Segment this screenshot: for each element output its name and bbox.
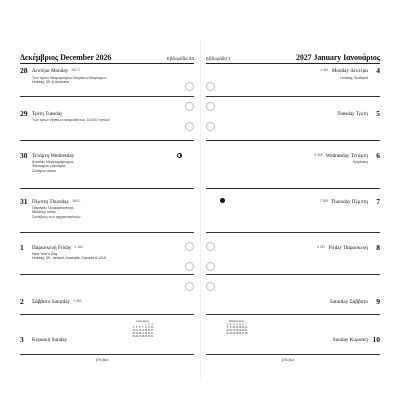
day-name: Sunday Κυριακή — [332, 336, 368, 343]
day-entry-4[interactable] — [206, 66, 380, 97]
day-number: 8 — [376, 243, 380, 252]
mini-calendar-date: 27 — [138, 335, 142, 338]
mini-calendar-date: 26 — [238, 332, 242, 335]
binder-hole — [185, 102, 194, 111]
binder-hole — [185, 262, 194, 271]
day-name: Παρασκευή Friday 1 364 — [32, 244, 83, 251]
mini-calendar-date: 7 — [142, 326, 144, 329]
day-name: 8 357 Friday Παρασκευή — [317, 244, 368, 251]
day-notes: Holiday, Scotland — [340, 76, 368, 80]
binder-hole — [206, 122, 215, 131]
mini-calendar-date: 8 — [226, 326, 229, 329]
day-number: 28 — [20, 66, 28, 75]
mini-calendar-date: 2 — [148, 323, 150, 326]
binder-hole — [206, 102, 215, 111]
mini-calendar-date: 4 — [132, 326, 135, 329]
day-of-year: 6 359 — [314, 152, 323, 157]
mini-calendar-date: 23 — [147, 332, 151, 335]
day-number: 9 — [376, 297, 380, 306]
brand-logo: filofax — [96, 357, 109, 362]
mini-calendar-date: 6 — [139, 326, 141, 329]
mini-calendar-date: 1 — [226, 323, 229, 326]
mini-calendar-date: 10 — [232, 326, 236, 329]
mini-calendar-date: 1 — [145, 323, 147, 326]
day-name: Τετάρτη Wednesday — [32, 152, 75, 159]
mini-calendar-date: 20 — [138, 332, 142, 335]
day-number: 7 — [376, 197, 380, 206]
mini-calendar-date: 17 — [232, 329, 236, 332]
left-month-title: Δεκέμβριος December 2026 — [20, 53, 112, 62]
day-number: 3 — [20, 335, 24, 344]
day-notes: Epiphany — [353, 160, 368, 164]
left-week-label: Εβδομάδα 53 — [166, 56, 194, 61]
mini-calendar-week — [132, 336, 154, 339]
right-diary-page — [206, 52, 380, 370]
mini-calendar-date: 21 — [141, 332, 145, 335]
day-name: Τρίτη Tuesday — [32, 110, 63, 117]
mini-calendar-date: 21 — [244, 329, 248, 332]
mini-calendar-date: 26 — [135, 335, 138, 338]
mini-calendar-date: 4 — [236, 323, 238, 326]
mini-calendar-week — [226, 333, 248, 336]
day-number: 31 — [20, 197, 28, 206]
mini-calendar-date: 28 — [141, 335, 145, 338]
day-name: Δευτέρα Monday 362 3 — [32, 67, 80, 74]
day-number: 5 — [376, 109, 380, 118]
binder-hole — [206, 262, 215, 271]
mini-calendar-date: 3 — [151, 323, 153, 326]
day-entry-5[interactable] — [206, 97, 380, 141]
day-of-year: 2 363 — [73, 298, 82, 303]
binder-hole — [185, 82, 194, 91]
mini-calendar-date: 25 — [235, 332, 239, 335]
day-number: 4 — [376, 66, 380, 75]
day-entry-3[interactable] — [20, 315, 194, 355]
day-notes: Ανυσίας Μεγαλομάρτυρος Φιλεταίρου μάρτυρος Ζωσίμου οσίου — [32, 160, 74, 173]
mini-calendar-date: 22 — [226, 332, 229, 335]
day-entry-31[interactable] — [20, 189, 194, 233]
mini-calendar-date: 28 — [244, 332, 248, 335]
mini-calendar-date: 22 — [144, 332, 148, 335]
day-name: Saturday Σάββατο — [329, 298, 368, 305]
mini-calendar-date: 25 — [132, 335, 135, 338]
mini-calendar-date: 5 — [136, 326, 138, 329]
mini-calendar-date: 24 — [232, 332, 236, 335]
mini-calendar-date: 20 — [241, 329, 245, 332]
day-entry-6[interactable] — [206, 141, 380, 189]
mini-calendar-date: 12 — [135, 329, 138, 332]
day-of-year: 365 0 — [72, 198, 81, 203]
mini-calendar-title: Φεβρουάριος — [229, 320, 245, 323]
day-notes: Των αγίων Νεομαρτύρων Ακεραιών Μαρτύρων Holiday, UK & Australia — [32, 76, 107, 85]
right-month-header — [206, 52, 380, 64]
mini-calendar-date: 23 — [229, 332, 232, 335]
mini-calendar-date: 8 — [145, 326, 147, 329]
day-entry-9[interactable] — [206, 275, 380, 315]
mini-calendar-date: 19 — [135, 332, 138, 335]
day-entry-30[interactable] — [20, 141, 194, 189]
mini-calendar-date: 16 — [147, 329, 151, 332]
right-month-title: 2027 January Ιανουάριος — [295, 53, 380, 62]
right-week-label: Εβδομάδα 1 — [206, 56, 231, 61]
mini-calendar-date: 18 — [235, 329, 239, 332]
mini-calendar-right — [226, 320, 248, 336]
mini-calendar-date: 9 — [230, 326, 232, 329]
day-entry-1[interactable] — [20, 233, 194, 275]
day-notes: Των αγίων Νηπίων αναιρεθέντων 14.000 νηπίων — [32, 118, 110, 122]
mini-calendar-date: 3 — [233, 323, 235, 326]
day-entry-2[interactable] — [20, 275, 194, 315]
mini-calendar-date: 31 — [150, 335, 154, 338]
binder-hole — [185, 122, 194, 131]
day-notes: Παναγιάς Προεορταστικής Μελάνης οσίας Συνάξεως των αρχιεπισκόπων — [32, 206, 81, 219]
mini-calendar-date: 17 — [150, 329, 154, 332]
day-number: 6 — [376, 151, 380, 160]
mini-calendar-date: 12 — [238, 326, 242, 329]
mini-calendar-date: 18 — [132, 332, 135, 335]
day-of-year: 7 358 — [319, 198, 328, 203]
day-name: Σάββατο Saturday 2 363 — [32, 298, 82, 305]
day-entry-28[interactable] — [20, 66, 194, 97]
mini-calendar-date: 7 — [245, 323, 247, 326]
binder-hole — [206, 82, 215, 91]
day-of-year: 1 364 — [74, 244, 83, 249]
mini-calendar-date: 19 — [238, 329, 242, 332]
left-diary-page — [20, 52, 194, 370]
day-of-year: 8 357 — [317, 244, 326, 249]
mini-calendar-date: 13 — [138, 329, 142, 332]
mini-calendar-date: 30 — [147, 335, 151, 338]
day-number: 2 — [20, 297, 24, 306]
day-entry-29[interactable] — [20, 97, 194, 141]
mini-calendar-date: 16 — [229, 329, 232, 332]
mini-calendar-date: 5 — [239, 323, 241, 326]
day-of-year: 362 3 — [71, 67, 80, 72]
mini-calendar-date: 24 — [150, 332, 154, 335]
first-quarter-moon-icon — [177, 153, 182, 158]
day-name: Πέμπτη Thursday 365 0 — [32, 198, 81, 205]
day-notes: New Year's Day Holiday, UK, Ireland, Australia, Canada & USA — [32, 252, 106, 261]
mini-calendar-date: 11 — [132, 329, 135, 332]
mini-calendar-date: 10 — [150, 326, 154, 329]
day-number: 30 — [20, 151, 28, 160]
mini-calendar-title: Ιανουάριος — [136, 320, 150, 323]
binder-hole — [185, 242, 194, 251]
mini-calendar-date: 15 — [144, 329, 148, 332]
day-number: 10 — [372, 335, 380, 344]
day-entry-8[interactable] — [206, 233, 380, 275]
day-of-year: 4 361 — [320, 67, 329, 72]
mini-calendar-date: 2 — [230, 323, 232, 326]
mini-calendar-date: 11 — [235, 326, 239, 329]
day-name: Tuesday Τρίτη — [337, 110, 368, 117]
day-name: 7 358 Thursday Πέμπτη — [319, 198, 368, 205]
mini-calendar-date: 9 — [148, 326, 150, 329]
mini-calendar-left — [132, 320, 154, 339]
binder-hole — [185, 282, 194, 291]
binder-hole — [206, 282, 215, 291]
day-name: Κυριακή Sunday — [32, 336, 68, 343]
mini-calendar-date: 14 — [141, 329, 145, 332]
mini-calendar-date: 14 — [244, 326, 248, 329]
day-number: 29 — [20, 109, 28, 118]
day-name: 6 359 Wednesday Τετάρτη — [314, 152, 368, 159]
mini-calendar-date: 27 — [241, 332, 245, 335]
day-name: 4 361 Monday Δευτέρα — [320, 67, 368, 74]
left-month-header — [20, 52, 194, 64]
mini-calendar-date: 13 — [241, 326, 245, 329]
day-number: 1 — [20, 243, 24, 252]
day-entry-7[interactable] — [206, 189, 380, 233]
brand-logo: filofax — [282, 357, 295, 362]
mini-calendar-date: 29 — [144, 335, 148, 338]
mini-calendar-date: 6 — [242, 323, 244, 326]
mini-calendar-date: 15 — [226, 329, 229, 332]
binder-hole — [206, 242, 215, 251]
center-spine — [200, 40, 201, 380]
